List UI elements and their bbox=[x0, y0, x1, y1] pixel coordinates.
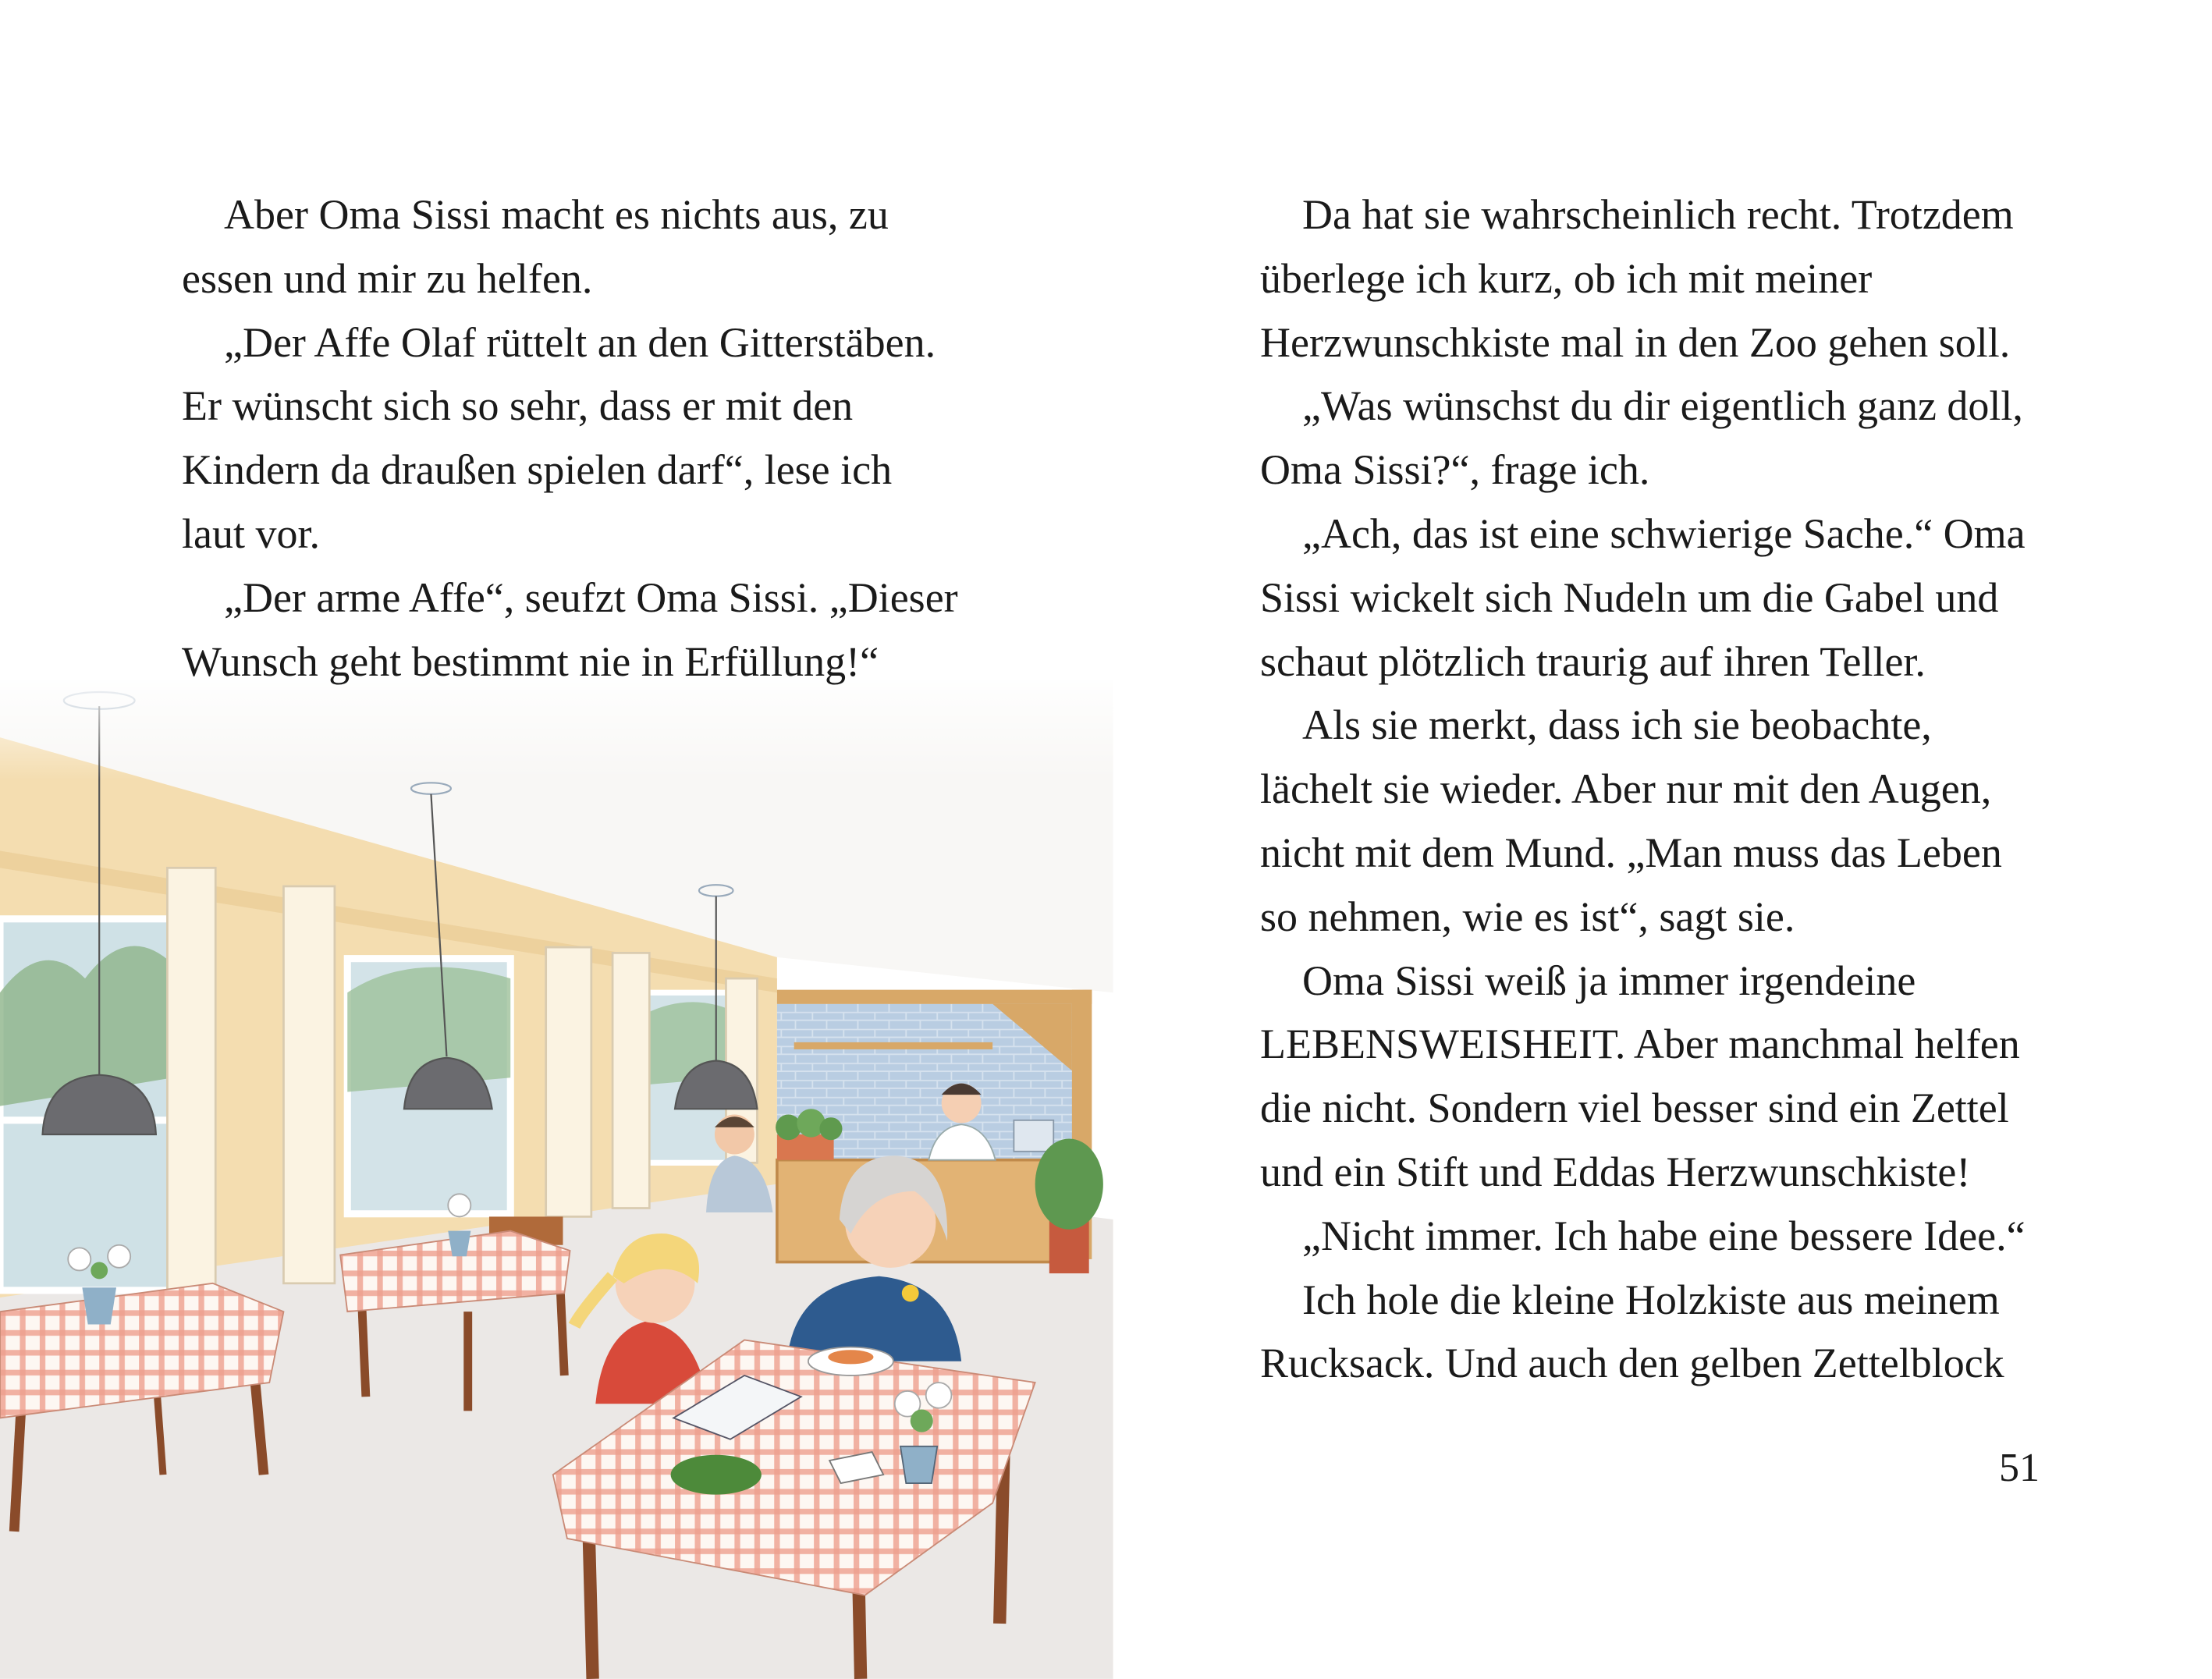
text-line: Oma Sissi weiß ja immer irgendeine bbox=[1302, 957, 1916, 1004]
text-line: Wunsch geht bestimmt nie in Erfüllung!“ bbox=[182, 637, 879, 685]
text-line: Sissi wickelt sich Nudeln um die Gabel und bbox=[1260, 573, 1999, 621]
text-line: „Der Affe Olaf rüttelt an den Gitterstäben. bbox=[224, 318, 936, 366]
text-line: lächelt sie wieder. Aber nur mit den Augen, bbox=[1260, 765, 1992, 813]
text-line: „Nicht immer. Ich habe eine bessere Idee.“ bbox=[1302, 1212, 2026, 1259]
text-line: so nehmen, wie es ist“, sagt sie. bbox=[1260, 893, 1795, 940]
text-line: schaut plötzlich traurig auf ihren Teller. bbox=[1260, 637, 1926, 685]
text-line: Er wünscht sich so sehr, dass er mit den bbox=[182, 382, 854, 430]
text-line: essen und mir zu helfen. bbox=[182, 254, 593, 302]
text-line: „Ach, das ist eine schwierige Sache.“ Oma bbox=[1302, 509, 2026, 557]
text-line: die nicht. Sondern viel besser sind ein Zettel bbox=[1260, 1084, 2009, 1132]
text-line: laut vor. bbox=[182, 509, 320, 557]
text-line: Oma Sissi?“, frage ich. bbox=[1260, 446, 1650, 494]
right-page-text bbox=[1260, 183, 2026, 1396]
text-line: Als sie merkt, dass ich sie beobachte, bbox=[1302, 701, 1932, 749]
text-line: Herzwunschkiste mal in den Zoo gehen soll. bbox=[1260, 318, 2011, 366]
text-line: überlege ich kurz, ob ich mit meiner bbox=[1260, 254, 1873, 302]
text-line: Ich hole die kleine Holzkiste aus meinem bbox=[1302, 1276, 2000, 1323]
page-number: 51 bbox=[1999, 1446, 2040, 1490]
text-line: Rucksack. Und auch den gelben Zettelblock bbox=[1260, 1340, 2004, 1387]
text-line: „Was wünschst du dir eigentlich ganz doll, bbox=[1302, 382, 2023, 430]
text-line: Da hat sie wahrscheinlich recht. Trotzdem bbox=[1302, 191, 2014, 238]
text-line: und ein Stift und Eddas Herzwunschkiste! bbox=[1260, 1148, 1971, 1195]
text-line: LEBENSWEISHEIT. Aber manchmal helfen bbox=[1260, 1021, 2020, 1068]
pencil-case bbox=[671, 1455, 762, 1495]
text-line: Kindern da draußen spielen darf“, lese ich bbox=[182, 446, 893, 494]
text-line: nicht mit dem Mund. „Man muss das Leben bbox=[1260, 829, 2002, 876]
left-page-text bbox=[182, 183, 958, 694]
text-line: Aber Oma Sissi macht es nichts aus, zu bbox=[224, 191, 889, 238]
text-line: „Der arme Affe“, seufzt Oma Sissi. „Dieser bbox=[224, 573, 958, 621]
